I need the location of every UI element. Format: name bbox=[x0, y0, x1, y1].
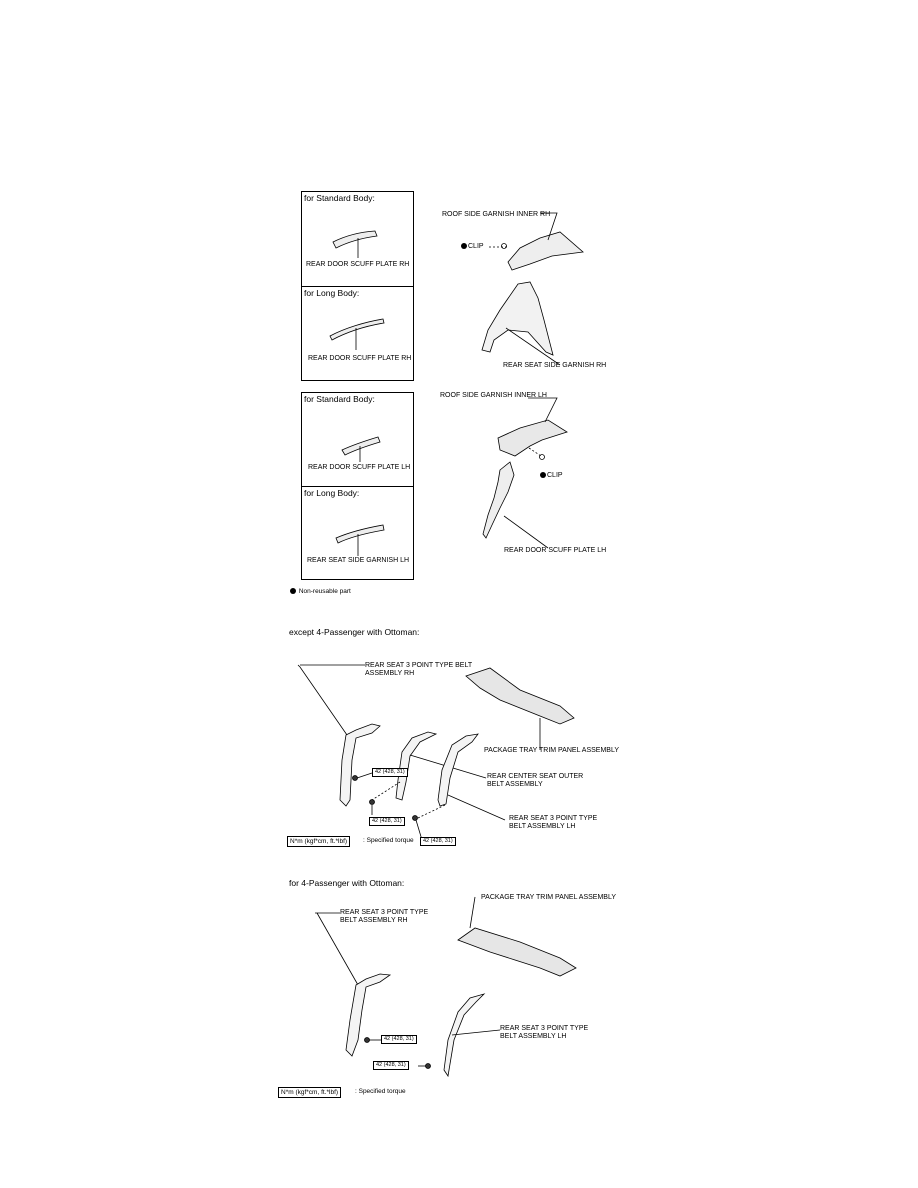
non-reusable-legend bbox=[290, 588, 351, 595]
rear-door-scuff-plate-lh-label: REAR DOOR SCUFF PLATE LH bbox=[504, 547, 607, 554]
torque-spec-box: 42 (428, 31) bbox=[372, 768, 408, 777]
belt-rh-label: REAR SEAT 3 POINT TYPE BELT ASSEMBLY RH bbox=[365, 662, 473, 677]
lh-long-body-header: for Long Body: bbox=[304, 488, 360, 498]
lh-standard-part-label: REAR DOOR SCUFF PLATE LH bbox=[308, 464, 411, 471]
rh-standard-body-header: for Standard Body: bbox=[304, 193, 375, 203]
roof-side-garnish-rh-shape bbox=[508, 232, 583, 270]
torque-unit-legend: N*m (kgf*cm, ft.*lbf) bbox=[278, 1087, 341, 1098]
non-reusable-dot-icon bbox=[290, 588, 296, 594]
bolt-icon bbox=[365, 1038, 370, 1043]
bolt-icon bbox=[413, 816, 418, 821]
belt-lh-ottoman-label: REAR SEAT 3 POINT TYPE BELT ASSEMBLY LH bbox=[500, 1025, 589, 1040]
center-belt-shape bbox=[396, 732, 436, 800]
belt-rh-ottoman-label: REAR SEAT 3 POINT TYPE BELT ASSEMBLY RH bbox=[340, 909, 429, 924]
package-tray-ottoman-label: PACKAGE TRAY TRIM PANEL ASSEMBLY bbox=[481, 894, 616, 901]
lh-long-part-label: REAR SEAT SIDE GARNISH LH bbox=[307, 557, 410, 564]
leader-line bbox=[357, 773, 372, 778]
leader-line bbox=[448, 795, 505, 820]
package-tray-shape bbox=[466, 668, 574, 724]
torque-legend-text: : Specified torque bbox=[355, 1088, 406, 1095]
belt-lh-ottoman-shape bbox=[444, 994, 484, 1076]
bolt-icon bbox=[353, 776, 358, 781]
leader-line bbox=[452, 1030, 500, 1035]
bolt-icon bbox=[370, 800, 375, 805]
roof-side-garnish-rh-label: ROOF SIDE GARNISH INNER RH bbox=[442, 211, 551, 218]
rear-door-scuff-plate-lh-shape bbox=[483, 462, 514, 538]
bolt-icon bbox=[426, 1064, 431, 1069]
non-reusable-dot-icon bbox=[540, 472, 546, 478]
clip-shape bbox=[540, 455, 545, 460]
belt-lh-label: REAR SEAT 3 POINT TYPE BELT ASSEMBLY LH bbox=[509, 815, 598, 830]
package-tray-ottoman-shape bbox=[458, 928, 576, 976]
belt-lh-shape bbox=[438, 734, 478, 806]
clip-leader bbox=[529, 448, 541, 456]
leader-line bbox=[298, 665, 347, 735]
package-tray-label: PACKAGE TRAY TRIM PANEL ASSEMBLY bbox=[484, 747, 619, 754]
center-belt-label: REAR CENTER SEAT OUTER BELT ASSEMBLY bbox=[487, 773, 584, 788]
rear-seat-side-garnish-rh-shape bbox=[482, 282, 553, 355]
non-reusable-dot-icon bbox=[461, 243, 467, 249]
torque-spec-box: 42 (428, 31) bbox=[381, 1035, 417, 1044]
rh-long-part-label: REAR DOOR SCUFF PLATE RH bbox=[308, 355, 412, 362]
leader-line bbox=[528, 398, 557, 422]
torque-spec-box: 42 (428, 31) bbox=[369, 817, 405, 826]
clip-rh-label: CLIP bbox=[468, 243, 484, 250]
torque-spec-box: 42 (428, 31) bbox=[373, 1061, 409, 1070]
lh-standard-body-header: for Standard Body: bbox=[304, 394, 375, 404]
torque-unit-legend: N*m (kgf*cm, ft.*lbf) bbox=[287, 836, 350, 847]
dashed-leader bbox=[418, 805, 445, 818]
rh-long-body-header: for Long Body: bbox=[304, 288, 360, 298]
box-divider bbox=[301, 486, 414, 487]
torque-legend-text: : Specified torque bbox=[363, 837, 414, 844]
roof-side-garnish-lh-label: ROOF SIDE GARNISH INNER LH bbox=[440, 392, 547, 399]
rear-seat-side-garnish-rh-label: REAR SEAT SIDE GARNISH RH bbox=[503, 362, 607, 369]
clip-lh-label: CLIP bbox=[547, 472, 563, 479]
clip-shape bbox=[502, 244, 507, 249]
torque-spec-box: 42 (428, 31) bbox=[420, 837, 456, 846]
rh-standard-part-label: REAR DOOR SCUFF PLATE RH bbox=[306, 261, 410, 268]
section-caption-ottoman: for 4-Passenger with Ottoman: bbox=[289, 878, 405, 888]
leader-line bbox=[504, 516, 548, 548]
box-divider bbox=[301, 286, 414, 287]
section-caption-except-ottoman: except 4-Passenger with Ottoman: bbox=[289, 627, 420, 637]
leader-line bbox=[470, 897, 475, 928]
non-reusable-legend-text: Non-reusable part bbox=[298, 588, 351, 595]
clip-lh-callout bbox=[540, 472, 563, 480]
belt-rh-shape bbox=[340, 724, 380, 806]
clip-rh-callout bbox=[461, 243, 484, 251]
